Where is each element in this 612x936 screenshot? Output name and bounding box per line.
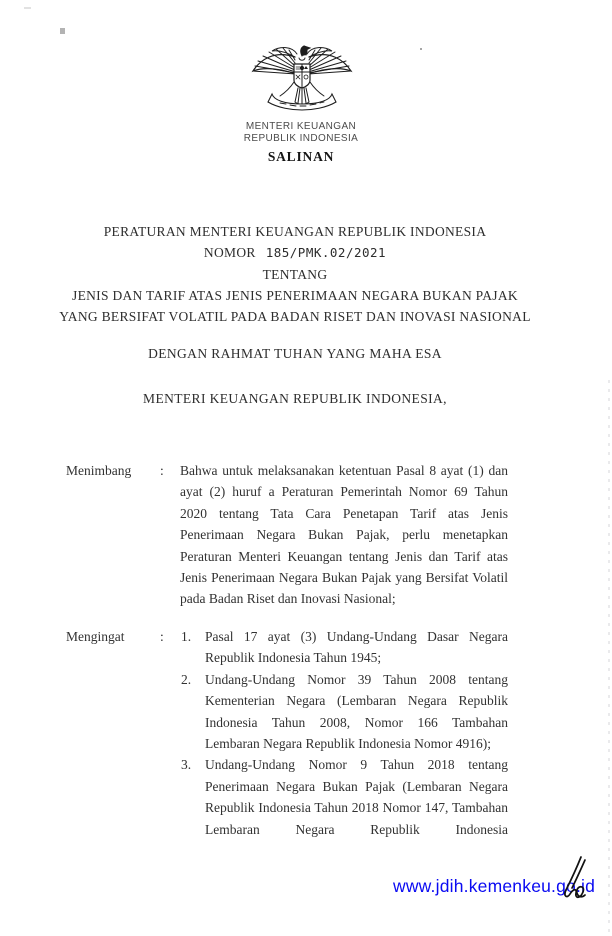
regulation-title-block: [0, 221, 590, 327]
item-number: 2.: [181, 671, 192, 687]
tentang-label: TENTANG: [262, 266, 328, 282]
item-text: Undang-Undang Nomor 39 Tahun 2008 tentang Kementerian Negara (Lembaran Negara Republik Indonesia Tahun 2008, Nomor 166 Tambahan Lembaran Negara Republik Indonesia Nomor 4916);: [205, 671, 508, 752]
garuda-pancasila-emblem-icon: [250, 44, 354, 116]
item-number: 3.: [181, 757, 192, 773]
legal-basis-item: [66, 626, 508, 669]
scan-artifact: [60, 28, 65, 34]
menimbang-label: Menimbang: [66, 463, 132, 478]
handwritten-initials-icon: [555, 854, 589, 904]
item-text: Pasal 17 ayat (3) Undang-Undang Dasar Negara Republik Indonesia Tahun 1945;: [205, 629, 508, 666]
legal-basis-item: [66, 669, 508, 755]
authority-line: MENTERI KEUANGAN REPUBLIK INDONESIA,: [143, 391, 447, 406]
menimbang-colon: :: [160, 463, 164, 478]
menimbang-section: [66, 460, 508, 610]
mengingat-section: [66, 626, 508, 840]
salinan-label: SALINAN: [267, 149, 335, 164]
scan-artifact: [24, 7, 31, 9]
mengingat-colon: :: [160, 629, 164, 644]
nomor-value: 185/PMK.02/2021: [265, 245, 387, 261]
regulation-title-line: PERATURAN MENTERI KEUANGAN REPUBLIK INDONESIA: [103, 224, 487, 239]
menimbang-text: Bahwa untuk melaksanakan ketentuan Pasal 8 ayat (1) dan ayat (2) huruf a Peraturan Pemerintah Nomor 69 Tahun 2020 tentang Tata Cara Penetapan Tarif atas Jenis Penerimaan Negara Bukan Pajak, perlu menetapkan Peraturan Menteri Keuangan tentang Jenis dan Tarif atas Jenis Penerimaan Negara Bukan Pajak yang Bersifat Volatil pada Badan Riset dan Inovasi Nasional;: [180, 463, 508, 607]
ministry-name-line1: MENTERI KEUANGAN: [245, 121, 357, 132]
scan-edge-streak: [608, 380, 610, 936]
legal-basis-item: [66, 754, 508, 840]
item-text: Undang-Undang Nomor 9 Tahun 2018 tentang Penerimaan Negara Bukan Pajak (Lembaran Negara Republik Indonesia Tahun 2018 Nomor 147, Tambahan Lembaran Negara Republik Indonesia: [205, 757, 508, 837]
nomor-label: NOMOR: [203, 245, 256, 261]
regulation-number-line: [0, 242, 590, 263]
item-number: 1.: [181, 629, 192, 644]
subject-line2: YANG BERSIFAT VOLATIL PADA BADAN RISET DAN INOVASI NASIONAL: [59, 309, 531, 325]
invocation-line: DENGAN RAHMAT TUHAN YANG MAHA ESA: [148, 346, 442, 361]
mengingat-label: Mengingat: [66, 629, 125, 644]
jdih-kemenkeu-url[interactable]: www.jdih.kemenkeu.go.id: [393, 876, 596, 896]
ministry-name-line2: REPUBLIK INDONESIA: [243, 132, 359, 144]
subject-line1: JENIS DAN TARIF ATAS JENIS PENERIMAAN NEGARA BUKAN PAJAK: [72, 287, 518, 303]
letterhead: [0, 44, 612, 165]
